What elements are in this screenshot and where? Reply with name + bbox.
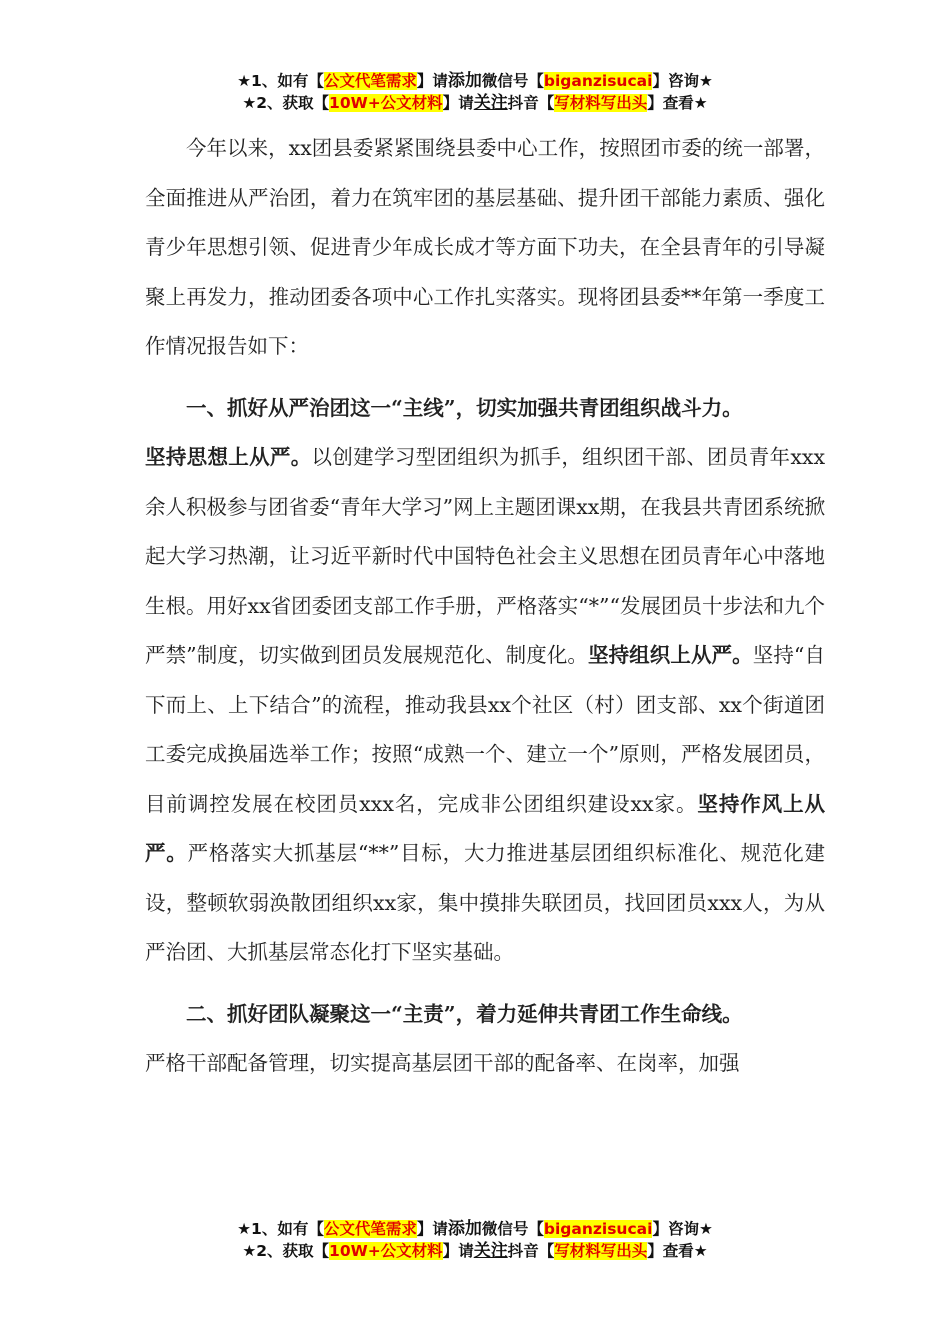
- section-1-text-2: 坚持“自下而上、上下结合”的流程，推动我县xx个社区（村）团支部、xx个街道团工委完成换届选举工作；按照“成熟一个、建立一个”原则，严格发展团员，目前调控发展在校团员xxx名，完成非公团组织建设xx家。: [145, 643, 825, 816]
- intro-paragraph: 今年以来，xx团县委紧紧围绕县委中心工作，按照团市委的统一部署，全面推进从严治团，着力在筑牢团的基层基础、提升团干部能力素质、强化青少年思想引领、促进青少年成长成才等方面下功夫，在全县青年的引导凝聚上再发力，推动团委各项中心工作扎实落实。现将团县委**年第一季度工作情况报告如下：: [145, 136, 825, 358]
- banner-text: 抖音【: [507, 94, 555, 112]
- banner-text: 微信号【: [481, 1220, 544, 1238]
- banner-emphasis: 关注: [473, 93, 508, 113]
- banner-highlight: 写材料写出头: [554, 1242, 648, 1260]
- banner-highlight: 10W+公文材料: [329, 1242, 443, 1260]
- banner-highlight: 10W+公文材料: [329, 94, 443, 112]
- section-1-heading: 一、抓好从严治团这一“主线”，切实加强共青团组织战斗力。: [186, 395, 743, 420]
- banner-text: 微信号【: [481, 72, 544, 90]
- banner-highlight: biganzisucai: [543, 72, 653, 90]
- banner-text: 】请: [442, 1242, 474, 1260]
- banner-text: 】请: [442, 94, 474, 112]
- banner-line-1: [0, 1218, 950, 1240]
- banner-text: ★1、如有【: [237, 72, 324, 90]
- section-1-paragraph: [145, 433, 825, 978]
- section-1-subheading-3: 坚持作风上从严。: [145, 791, 826, 865]
- banner-line-2: [0, 1240, 950, 1262]
- banner-highlight: 公文代笔需求: [323, 72, 417, 90]
- banner-line-2: [0, 92, 950, 114]
- banner-emphasis: 添加: [447, 1219, 482, 1239]
- header-banner: [0, 70, 950, 114]
- section-2-heading: 二、抓好团队凝聚这一“主责”，着力延伸共青团工作生命线。: [186, 1001, 743, 1026]
- banner-highlight: 写材料写出头: [554, 94, 648, 112]
- banner-text: 抖音【: [507, 1242, 555, 1260]
- banner-text: 】请: [416, 72, 448, 90]
- section-1-text-1: 以创建学习型团组织为抓手，组织团干部、团员青年xxx余人积极参与团省委“青年大学习”网上主题团课xx期，在我县共青团系统掀起大学习热潮，让习近平新时代中国特色社会主义思想在团员青年心中落地生根。用好xx省团委团支部工作手册，严格落实“*”“发展团员十步法和九个严禁”制度，切实做到团员发展规范化、制度化。: [145, 445, 826, 667]
- banner-highlight: 公文代笔需求: [323, 1220, 417, 1238]
- banner-text: ★2、获取【: [242, 94, 330, 112]
- section-2-paragraph: 严格干部配备管理，切实提高基层团干部的配备率、在岗率，加强: [145, 1051, 740, 1075]
- footer-banner: [0, 1218, 950, 1262]
- banner-emphasis: 添加: [447, 71, 482, 91]
- banner-text: 】请: [416, 1220, 448, 1238]
- banner-highlight: biganzisucai: [543, 1220, 653, 1238]
- document-body: [145, 124, 825, 1089]
- banner-line-1: [0, 70, 950, 92]
- banner-text: 】咨询★: [652, 72, 713, 90]
- banner-text: 】查看★: [647, 94, 708, 112]
- banner-text: 】咨询★: [652, 1220, 713, 1238]
- banner-emphasis: 关注: [473, 1241, 508, 1261]
- banner-text: ★1、如有【: [237, 1220, 324, 1238]
- section-1-subheading-2: 坚持组织上从严。: [588, 643, 753, 667]
- banner-text: ★2、获取【: [242, 1242, 330, 1260]
- section-1-text-3: 严格落实大抓基层“**”目标，大力推进基层团组织标准化、规范化建设，整顿软弱涣散团组织xx家，集中摸排失联团员，找回团员xxx人，为从严治团、大抓基层常态化打下坚实基础。: [145, 841, 825, 964]
- banner-text: 】查看★: [647, 1242, 708, 1260]
- section-1-subheading-1: 坚持思想上从严。: [145, 445, 312, 469]
